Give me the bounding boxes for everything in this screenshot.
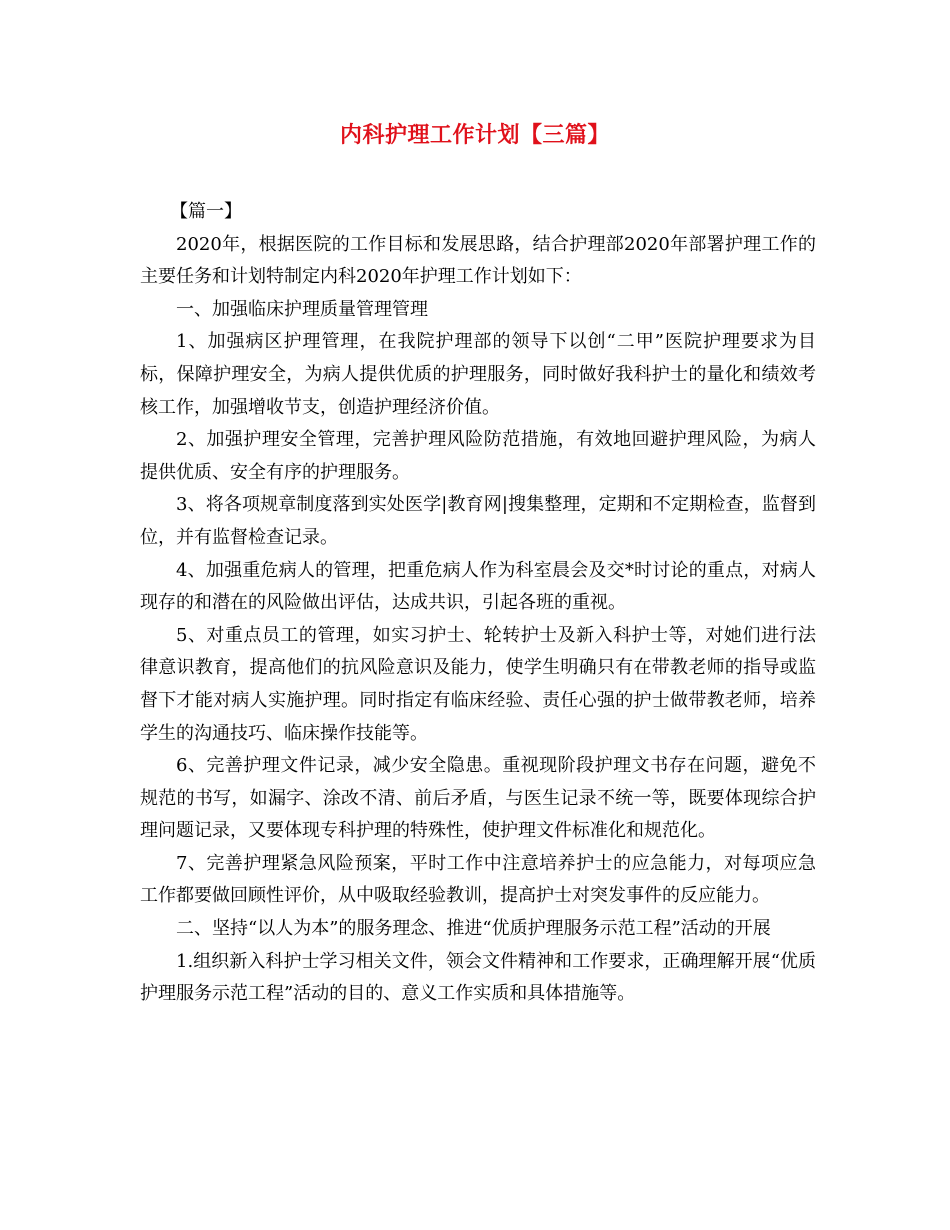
heading-two: 二、坚持“以人为本”的服务理念、推进“优质护理服务示范工程”活动的开展	[176, 918, 771, 940]
paragraph-item-1: 1、加强病区护理管理，在我院护理部的领导下以创“二甲”医院护理要求为目标，保障护理安全，为病人提供优质的护理服务，同时做好我科护士的量化和绩效考核工作，加强增收节支，创造护理经济价值。	[140, 331, 816, 418]
paragraph-item-6: 6、完善护理文件记录，减少安全隐患。重视现阶段护理文书存在问题，避免不规范的书写，如漏字、涂改不清、前后矛盾，与医生记录不统一等，既要体现综合护理问题记录，又要体现专科护理的特殊性，使护理文件标准化和规范化。	[140, 755, 816, 842]
document-body	[140, 196, 816, 1011]
heading-one: 一、加强临床护理质量管理管理	[176, 298, 428, 320]
paragraph-item-7: 7、完善护理紧急风险预案，平时工作中注意培养护士的应急能力，对每项应急工作都要做回顾性评价，从中吸取经验教训，提高护士对突发事件的反应能力。	[140, 852, 816, 907]
document-title: 内科护理工作计划【三篇】	[339, 122, 610, 148]
paragraph-intro: 2020年，根据医院的工作目标和发展思路，结合护理部2020年部署护理工作的主要任务和计划特制定内科2020年护理工作计划如下：	[140, 233, 816, 288]
paragraph-item-3: 3、将各项规章制度落到实处医学|教育网|搜集整理，定期和不定期检查，监督到位，并有监督检查记录。	[140, 494, 816, 548]
section-label: 【篇一】	[170, 201, 242, 222]
paragraph-item-2: 2、加强护理安全管理，完善护理风险防范措施，有效地回避护理风险，为病人提供优质、安全有序的护理服务。	[140, 429, 816, 483]
paragraph-item-4: 4、加强重危病人的管理，把重危病人作为科室晨会及交*时讨论的重点，对病人现存的和潜在的风险做出评估，达成共识，引起各班的重视。	[140, 559, 816, 614]
paragraph-item-5: 5、对重点员工的管理，如实习护士、轮转护士及新入科护士等，对她们进行法律意识教育，提高他们的抗风险意识及能力，使学生明确只有在带教老师的指导或监督下才能对病人实施护理。同时指定有临床经验、责任心强的护士做带教老师，培养学生的沟通技巧、临床操作技能等。	[140, 624, 816, 744]
paragraph-item-2-1: 1.组织新入科护士学习相关文件，领会文件精神和工作要求，正确理解开展“优质护理服务示范工程”活动的目的、意义工作实质和具体措施等。	[140, 950, 816, 1005]
